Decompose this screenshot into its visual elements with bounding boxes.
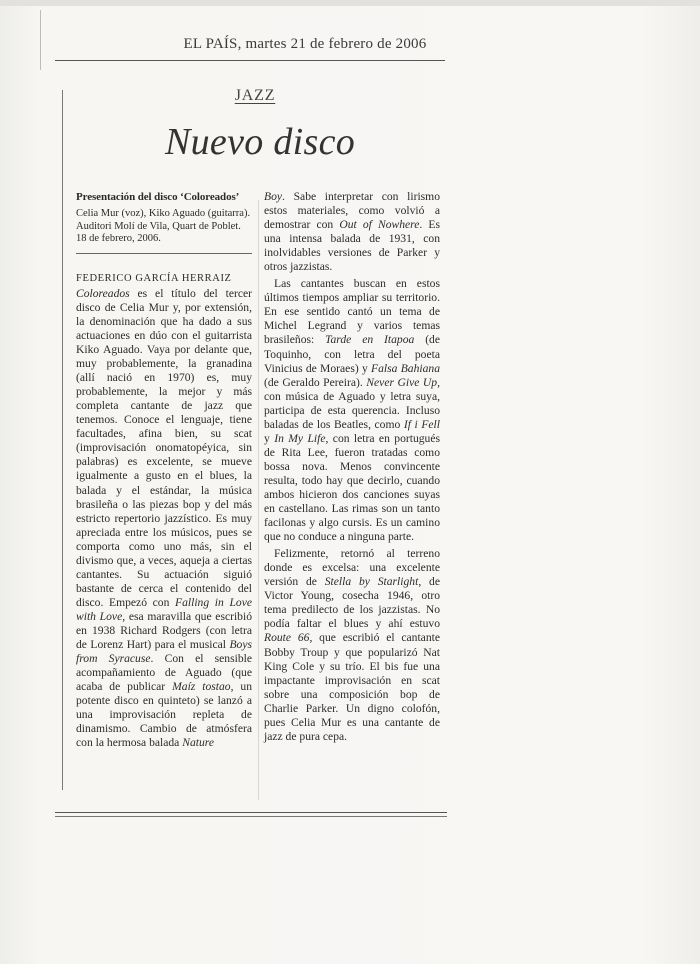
- column-divider: [258, 200, 259, 800]
- italic-title: Never Give Up: [366, 375, 438, 389]
- text-run: . Es una intensa balada de 1931, con inolvidables versiones de Parker y otros jazzistas.: [264, 218, 441, 274]
- text-run: . Sabe interpretar con lirismo estos materiales, como volvió a demostrar con: [264, 190, 440, 232]
- italic-title: If i Fell: [403, 417, 440, 431]
- italic-title: Tarde en Itapoa: [325, 333, 415, 347]
- paragraph: [76, 287, 252, 751]
- italic-title: Boys from Syracuse: [76, 638, 252, 666]
- italic-title: Maíz tostao: [172, 680, 231, 694]
- italic-title: Stella by Starlight: [324, 575, 419, 589]
- headline: Nuevo disco: [164, 121, 356, 163]
- text-run: , que escribió el cantante Bobby Troup y que popularizó Nat King Cole y su trío. El bis fue una impactante improvisación en scat sobre una composición bop de Charlie Parker. Un digno colofón, pues Celia Mur es una cantante de jazz de pura cepa.: [264, 631, 440, 743]
- infobox-rule: [76, 253, 252, 254]
- text-run: Las cantantes buscan en estos últimos tiempos ampliar su territorio. En ese sentido cantó un tema de Michel Legrand y varios temas brasileños:: [264, 277, 440, 347]
- infobox-title: Presentación del disco ‘Coloreados’: [76, 191, 240, 203]
- italic-title: Falsa Bahiana: [371, 361, 440, 375]
- text-run: , de Victor Young, cosecha 1946, otro tema predilecto de los jazzistas. No podía faltar el blues y ahí estuvo: [264, 575, 440, 631]
- italic-title: Boy: [264, 190, 283, 203]
- text-run: (de Toquinho, con letra del poeta Vinicius de Moraes) y: [264, 333, 440, 375]
- byline: FEDERICO GARCÍA HERRAIZ: [76, 272, 232, 284]
- bottom-rule: [55, 816, 447, 817]
- text-run: , esa maravilla que escribió en 1938 Richard Rodgers (con letra de Lorenz Hart) para el musical: [76, 609, 252, 652]
- infobox-body: Celia Mur (voz), Kiko Aguado (guitarra). Auditori Molí de Vila, Quart de Poblet. 18 de febrero, 2006.: [76, 208, 251, 245]
- text-run: y: [264, 431, 275, 445]
- article-left-border: [62, 90, 63, 790]
- text-run: Felizmente, retornó al terreno donde es excelsa: una excelente versión de: [264, 547, 440, 589]
- bottom-rule: [55, 812, 447, 813]
- paragraph: [264, 190, 440, 274]
- text-run: , con música de Aguado y letra suya, participa de esta querencia. Incluso baladas de los Beatles, como: [264, 375, 440, 431]
- paragraph: [264, 277, 440, 544]
- italic-title: Route 66: [264, 631, 310, 645]
- italic-title: Falling in Love with Love: [76, 595, 252, 623]
- section-label: JAZZ: [234, 87, 276, 104]
- column-1: [76, 190, 252, 753]
- scan-edge: [0, 0, 700, 6]
- column-2: [264, 190, 440, 747]
- italic-title: Nature: [182, 736, 215, 750]
- masthead: EL PAÍS, martes 21 de febrero de 2006: [183, 36, 427, 52]
- header-rule: [55, 60, 445, 61]
- italic-title: Coloreados: [76, 286, 130, 300]
- text-run: , con letra en portugués de Rita Lee, fueron tratadas como bossa nova. Menos convincente resulta, todo hay que decirlo, cuando ambos hicieron dos canciones suyas en castellano. Las rimas son un tanto facilonas y algo cursis. Es un camino que no conduce a ninguna parte.: [264, 431, 440, 544]
- italic-title: Out of Nowhere: [339, 218, 420, 232]
- paragraph: [264, 547, 440, 744]
- text-run: (de Geraldo Pereira).: [264, 375, 367, 389]
- italic-title: In My Life: [274, 431, 326, 445]
- text-run: . Con el sensible acompañamiento de Aguado (que acaba de publicar: [76, 652, 252, 694]
- scan-fold-mark: [40, 10, 41, 70]
- text-run: , un potente disco en quinteto) se lanzó a una improvisación repleta de dinamismo. Cambio de atmósfera con la hermosa balada: [76, 680, 252, 750]
- text-run: es el título del tercer disco de Celia Mur y, por extensión, la denominación que ha dado a sus actuaciones en dúo con el guitarrista Kiko Aguado. Vaya por delante que, muy probablemente, la granadina (allí nació en 1970) es, muy probablemente, la mejor y más completa cantante de jazz que tenemos. Conoce el lenguaje, tiene facultades, afina bien, su scat (improvisación onomatopéyica, sin palabras) es excelente, se mueve igualmente a gusto en el blues, la balada y el estándar, la música brasileña o las piezas bop y del más estricto repertorio jazzístico. Es muy apreciada entre los músicos, pues se comporta como uno más, sin el divismo que, a veces, aqueja a ciertas cantantes. Su actuación siguió bastante de cerca el contenido del disco. Empezó con: [76, 286, 252, 609]
